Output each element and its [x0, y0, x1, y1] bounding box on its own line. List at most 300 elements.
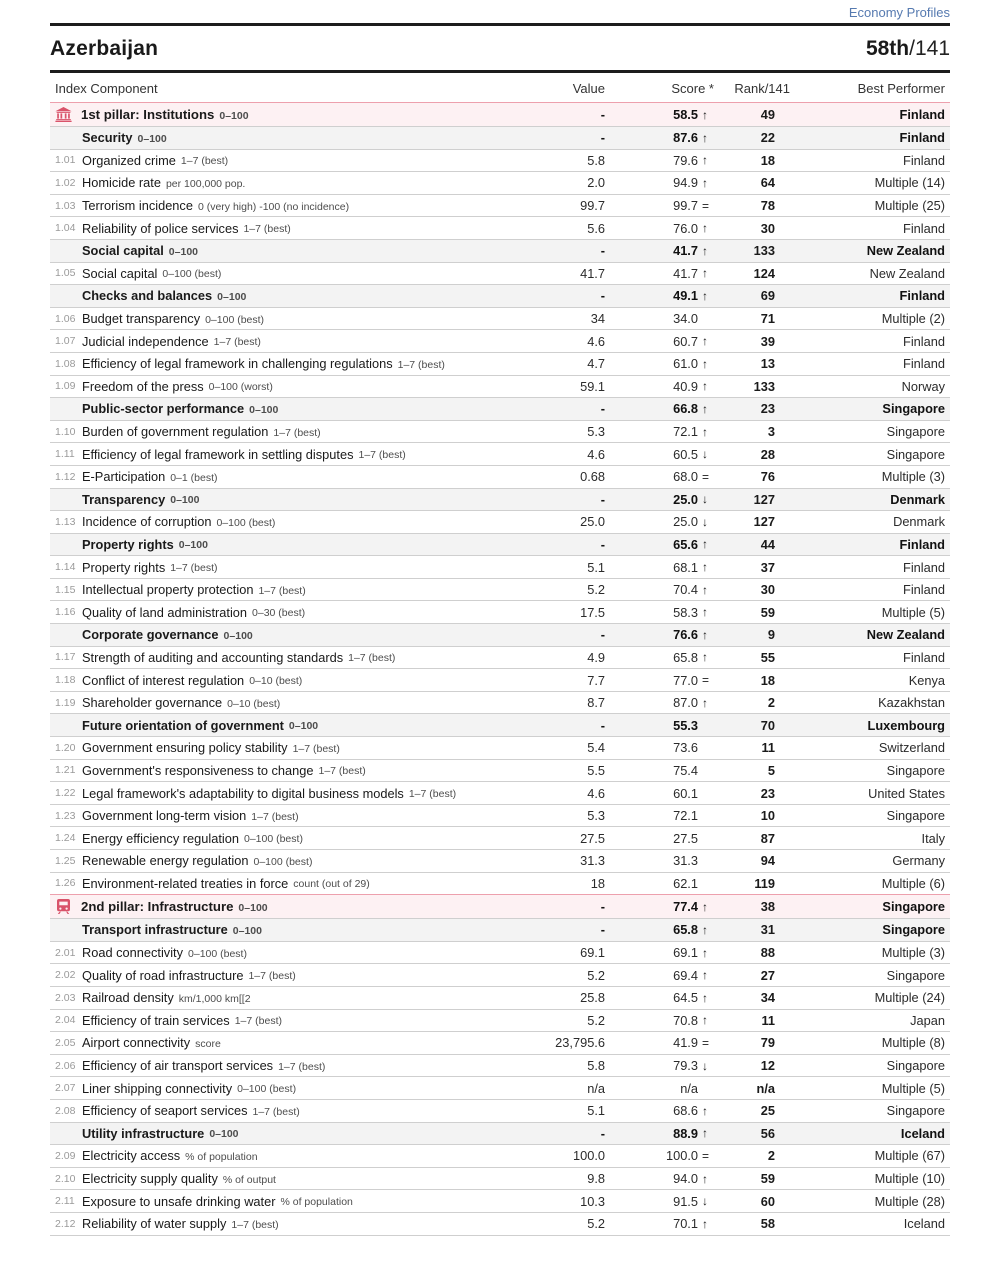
- row-label-cell: [55, 1216, 505, 1231]
- row-best-performer: Multiple (8): [881, 1035, 945, 1051]
- row-label-cell: [55, 175, 505, 190]
- row-rank: 27: [760, 967, 775, 983]
- row-label: Electricity access: [82, 1148, 181, 1164]
- row-best-performer: Luxembourg: [867, 717, 945, 733]
- row-score: 58.3: [673, 604, 698, 620]
- row-rank: 37: [760, 559, 775, 575]
- trend-arrow-icon: ↑: [702, 334, 708, 349]
- row-label: Burden of government regulation: [82, 424, 269, 440]
- row-label: Quality of road infrastructure: [82, 967, 244, 983]
- row-number: 1.09: [55, 380, 76, 393]
- row-label-cell: [55, 605, 505, 620]
- table-row: [50, 240, 950, 263]
- row-value: -: [600, 899, 605, 915]
- table-row: [50, 1190, 950, 1213]
- row-label: Exposure to unsafe drinking water: [82, 1193, 276, 1209]
- row-label-cell: [55, 401, 505, 416]
- row-unit: 0–100: [288, 720, 319, 733]
- row-value: n/a: [587, 1080, 605, 1096]
- row-score: 69.1: [673, 945, 698, 961]
- row-unit: 1–7 (best): [231, 1218, 279, 1231]
- trend-arrow-icon: ↑: [702, 401, 708, 416]
- row-label-cell: [55, 740, 505, 755]
- row-label-cell: [55, 198, 505, 213]
- row-label: 1st pillar: Institutions: [81, 107, 215, 122]
- row-value: 100.0: [572, 1148, 605, 1164]
- table-row: [50, 827, 950, 850]
- row-number: 1.07: [55, 335, 76, 348]
- trend-arrow-icon: ↑: [702, 356, 708, 371]
- row-unit: 0–100: [137, 132, 167, 145]
- row-unit: 0–100: [249, 403, 279, 416]
- row-rank: 124: [753, 265, 775, 281]
- row-value: 4.7: [587, 356, 605, 372]
- trend-arrow-icon: ↑: [702, 990, 708, 1005]
- row-value: -: [600, 1125, 605, 1141]
- table-row: [50, 534, 950, 557]
- row-label: Corporate governance: [82, 627, 219, 643]
- row-unit: 0–100: [219, 109, 249, 122]
- row-label: Energy efficiency regulation: [82, 830, 239, 846]
- row-rank: 34: [760, 990, 775, 1006]
- trend-arrow-icon: ↑: [702, 627, 708, 642]
- rank-total: /141: [909, 37, 950, 60]
- row-best-performer: Finland: [899, 107, 945, 122]
- row-label-cell: [55, 311, 505, 326]
- table-row: [50, 647, 950, 670]
- column-header-score: Score *: [671, 81, 714, 96]
- row-label: Government ensuring policy stability: [82, 740, 288, 756]
- row-rank: 2: [767, 1148, 775, 1164]
- row-number: 1.01: [55, 154, 76, 167]
- row-label-cell: [55, 356, 505, 371]
- row-number: 1.26: [55, 877, 76, 890]
- row-best-performer: Finland: [903, 356, 945, 372]
- column-header-best-performer: Best Performer: [857, 81, 945, 96]
- row-rank: 127: [753, 514, 775, 530]
- row-label: Organized crime: [82, 152, 176, 168]
- row-best-performer: Finland: [899, 536, 945, 552]
- row-value: 69.1: [580, 945, 605, 961]
- row-label-cell: [55, 1013, 505, 1028]
- row-rank: 70: [760, 717, 775, 733]
- row-number: 1.06: [55, 312, 76, 325]
- trend-arrow-icon: ↑: [702, 537, 708, 552]
- row-value: 5.4: [587, 740, 605, 756]
- row-best-performer: Multiple (6): [881, 875, 945, 891]
- row-value: -: [600, 922, 605, 938]
- row-rank: 78: [760, 198, 775, 214]
- row-rank: 23: [760, 401, 775, 417]
- row-label: Intellectual property protection: [82, 582, 254, 598]
- trend-arrow-icon: ↑: [702, 605, 708, 620]
- row-rank: 11: [761, 1012, 775, 1028]
- row-score: 88.9: [673, 1125, 698, 1141]
- row-number: 1.19: [55, 696, 76, 709]
- row-best-performer: Multiple (5): [881, 604, 945, 620]
- row-best-performer: Multiple (5): [881, 1080, 945, 1096]
- economy-profiles-link[interactable]: Economy Profiles: [848, 5, 950, 20]
- row-label: Conflict of interest regulation: [82, 672, 245, 688]
- row-score: 75.4: [673, 762, 698, 778]
- row-rank: 28: [760, 446, 775, 462]
- row-number: 1.14: [55, 561, 76, 574]
- row-rank: 69: [760, 288, 775, 304]
- row-unit: 0–30 (best): [252, 607, 306, 620]
- row-value: 4.6: [587, 333, 605, 349]
- row-label-cell: [55, 1148, 505, 1163]
- row-label: Transparency: [82, 491, 166, 507]
- row-unit: 1–7 (best): [251, 810, 299, 823]
- row-label: 2nd pillar: Infrastructure: [81, 899, 234, 915]
- row-score: 60.7: [673, 333, 698, 349]
- row-score: 41.7: [673, 265, 698, 281]
- row-rank: 64: [760, 175, 775, 191]
- row-rank: 79: [760, 1035, 775, 1051]
- row-number: 2.09: [55, 1149, 76, 1162]
- row-unit: 1–7 (best): [213, 336, 261, 349]
- row-score: 61.0: [673, 356, 698, 372]
- row-unit: 1–7 (best): [292, 742, 340, 755]
- row-score: 72.1: [673, 424, 698, 440]
- row-label-cell: [55, 1035, 505, 1050]
- column-header-value: Value: [572, 81, 605, 96]
- trend-arrow-icon: ↓: [702, 492, 708, 507]
- row-best-performer: Finland: [903, 559, 945, 575]
- table-row: [50, 308, 950, 331]
- row-rank: 133: [753, 243, 775, 259]
- row-value: 0.68: [580, 469, 605, 485]
- row-unit: 0–100 (best): [162, 268, 222, 281]
- table-row: [50, 1145, 950, 1168]
- row-score: 94.0: [673, 1171, 698, 1187]
- row-score: 31.3: [673, 853, 698, 869]
- row-label-cell: [55, 379, 505, 394]
- country-rank: [866, 37, 950, 61]
- row-label: Efficiency of seaport services: [82, 1103, 248, 1119]
- row-rank: 5: [767, 762, 775, 778]
- row-value: -: [600, 243, 605, 259]
- trend-arrow-icon: ↑: [702, 1171, 708, 1186]
- row-value: -: [600, 288, 605, 304]
- table-row: [50, 624, 950, 647]
- row-label: Transport infrastructure: [82, 922, 228, 938]
- row-label-cell: [55, 153, 505, 168]
- row-value: -: [600, 130, 605, 146]
- row-rank: 11: [761, 740, 775, 756]
- title-row: [50, 26, 950, 70]
- row-value: 5.2: [587, 1216, 605, 1232]
- column-header-index-component: Index Component: [55, 81, 158, 96]
- row-best-performer: New Zealand: [866, 243, 945, 259]
- row-best-performer: Finland: [903, 220, 945, 236]
- row-number: 1.13: [55, 515, 76, 528]
- row-label-cell: [55, 1058, 505, 1073]
- row-unit: count (out of 29): [293, 878, 370, 891]
- row-label-cell: [55, 673, 505, 688]
- row-value: 5.2: [587, 967, 605, 983]
- row-score: 73.6: [673, 740, 698, 756]
- row-value: 5.2: [587, 1012, 605, 1028]
- row-unit: 0–100 (best): [216, 516, 276, 529]
- row-number: 1.05: [55, 267, 76, 280]
- row-score: 69.4: [673, 967, 698, 983]
- row-value: 17.5: [580, 604, 605, 620]
- row-unit: score: [195, 1037, 221, 1050]
- row-label: Road connectivity: [82, 945, 184, 961]
- row-number: 1.20: [55, 741, 76, 754]
- row-label: Freedom of the press: [82, 378, 204, 394]
- row-unit: 0–100: [178, 539, 208, 552]
- row-value: 5.3: [587, 808, 605, 824]
- row-score: 41.9: [673, 1035, 698, 1051]
- row-score: 55.3: [673, 717, 698, 733]
- table-row: [50, 285, 950, 308]
- row-score: 25.0: [673, 491, 698, 507]
- row-best-performer: Singapore: [886, 1103, 945, 1119]
- row-score: 76.6: [673, 627, 698, 643]
- row-rank: 30: [760, 220, 775, 236]
- trend-arrow-icon: =: [702, 673, 710, 688]
- row-best-performer: Denmark: [890, 491, 945, 507]
- row-value: 27.5: [580, 830, 605, 846]
- row-label: Homicide rate: [82, 175, 161, 191]
- row-unit: 1–7 (best): [318, 765, 366, 778]
- row-rank: 44: [760, 536, 775, 552]
- row-rank: 23: [760, 785, 775, 801]
- trend-arrow-icon: ↑: [702, 107, 708, 122]
- row-score: 60.5: [673, 446, 698, 462]
- row-best-performer: Finland: [899, 130, 945, 146]
- row-value: 8.7: [587, 695, 605, 711]
- row-label-cell: [55, 266, 505, 281]
- row-best-performer: Multiple (25): [874, 198, 945, 214]
- row-score: 65.8: [673, 922, 698, 938]
- trend-arrow-icon: ↑: [702, 153, 708, 168]
- trend-arrow-icon: ↓: [702, 447, 708, 462]
- row-unit: 1–7 (best): [397, 358, 445, 371]
- table-row: [50, 987, 950, 1010]
- row-label-cell: [55, 786, 505, 801]
- trend-arrow-icon: ↑: [702, 379, 708, 394]
- table-row: [50, 1010, 950, 1033]
- train-icon: [55, 899, 72, 914]
- row-best-performer: Denmark: [893, 514, 945, 530]
- row-score: 91.5: [673, 1193, 698, 1209]
- row-label: Social capital: [82, 243, 164, 259]
- row-score: 76.0: [673, 220, 698, 236]
- table-row: [50, 919, 950, 942]
- trend-arrow-icon: ↑: [702, 175, 708, 190]
- row-number: 1.10: [55, 425, 76, 438]
- row-score: 100.0: [665, 1148, 698, 1164]
- row-unit: 1–7 (best): [408, 788, 457, 801]
- row-rank: 133: [753, 378, 775, 394]
- trend-arrow-icon: =: [702, 1148, 710, 1163]
- row-label-cell: [55, 447, 505, 462]
- row-unit: 1–7 (best): [348, 652, 396, 665]
- trend-arrow-icon: ↑: [702, 1216, 708, 1231]
- table-row: [50, 1077, 950, 1100]
- row-rank: 59: [760, 604, 775, 620]
- row-score: 40.9: [673, 378, 698, 394]
- row-label: Renewable energy regulation: [82, 853, 249, 869]
- row-best-performer: Finland: [903, 152, 945, 168]
- row-number: 1.04: [55, 222, 76, 235]
- row-unit: 0–100 (best): [237, 1083, 297, 1096]
- row-unit: 1–7 (best): [358, 449, 406, 462]
- trend-arrow-icon: =: [702, 1035, 710, 1050]
- row-unit: 1–7 (best): [170, 562, 218, 575]
- row-unit: 1–7 (best): [248, 970, 296, 983]
- row-rank: 58: [760, 1216, 775, 1232]
- row-label-cell: [55, 492, 505, 507]
- table-row: [50, 942, 950, 965]
- row-score: 34.0: [673, 311, 698, 327]
- row-label-cell: [55, 1171, 505, 1186]
- row-label: Property rights: [82, 559, 166, 575]
- column-header-rank: Rank/141: [734, 81, 790, 96]
- table-column-headers: [50, 73, 950, 103]
- trend-arrow-icon: ↑: [702, 1126, 708, 1141]
- row-best-performer: Singapore: [882, 922, 945, 938]
- row-value: 25.0: [580, 514, 605, 530]
- row-rank: 31: [760, 922, 775, 938]
- row-label-cell: [55, 808, 505, 823]
- row-best-performer: New Zealand: [866, 627, 945, 643]
- trend-arrow-icon: ↓: [702, 1058, 708, 1073]
- row-unit: 1–7 (best): [273, 426, 321, 439]
- row-score: 77.0: [673, 672, 698, 688]
- table-row: [50, 692, 950, 715]
- trend-arrow-icon: ↑: [702, 695, 708, 710]
- row-best-performer: Singapore: [886, 808, 945, 824]
- row-best-performer: Norway: [901, 378, 945, 394]
- trend-arrow-icon: ↑: [702, 243, 708, 258]
- table-row: [50, 217, 950, 240]
- row-unit: 0–100: [232, 924, 262, 937]
- row-label: Future orientation of government: [82, 717, 284, 733]
- row-label: Utility infrastructure: [82, 1125, 205, 1141]
- row-score: 87.0: [673, 695, 698, 711]
- row-unit: 0–100: [238, 901, 268, 914]
- row-label-cell: [55, 831, 505, 846]
- row-value: -: [600, 107, 605, 122]
- row-unit: 0–100 (best): [243, 833, 303, 846]
- row-unit: 0–100 (best): [188, 947, 247, 960]
- row-number: 1.15: [55, 583, 76, 596]
- row-score: 70.8: [673, 1012, 698, 1028]
- row-value: 5.6: [587, 220, 605, 236]
- row-unit: per 100,000 pop.: [165, 177, 246, 190]
- row-label-cell: [55, 288, 505, 303]
- row-label: Reliability of police services: [82, 220, 239, 236]
- table-row: [50, 511, 950, 534]
- row-value: -: [600, 717, 605, 733]
- table-row: [50, 1168, 950, 1191]
- row-label-cell: [55, 650, 505, 665]
- table-row: [50, 102, 950, 127]
- row-unit: 1–7 (best): [252, 1105, 300, 1118]
- row-best-performer: Multiple (67): [874, 1148, 945, 1164]
- trend-arrow-icon: ↑: [702, 1103, 708, 1118]
- row-value: -: [600, 536, 605, 552]
- row-label: Shareholder governance: [82, 695, 223, 711]
- trend-arrow-icon: ↑: [702, 899, 708, 914]
- row-score: 60.1: [673, 785, 698, 801]
- table-row: [50, 579, 950, 602]
- row-value: 5.2: [587, 582, 605, 598]
- row-label-cell: [55, 221, 505, 236]
- row-label-cell: [55, 130, 505, 145]
- row-unit: 0–100 (best): [253, 855, 313, 868]
- row-rank: 55: [760, 649, 775, 665]
- row-best-performer: Finland: [903, 582, 945, 598]
- row-rank: 76: [760, 469, 775, 485]
- row-label-cell: [55, 514, 505, 529]
- row-score: 68.1: [673, 559, 698, 575]
- trend-arrow-icon: ↑: [702, 968, 708, 983]
- row-rank: 22: [760, 130, 775, 146]
- row-number: 1.11: [55, 448, 75, 461]
- row-number: 2.11: [55, 1195, 75, 1208]
- row-label-cell: [55, 1081, 505, 1096]
- row-number: 1.02: [55, 176, 76, 189]
- row-number: 2.04: [55, 1014, 76, 1027]
- trend-arrow-icon: ↑: [702, 922, 708, 937]
- row-value: 4.6: [587, 785, 605, 801]
- row-unit: 0 (very high) -100 (no incidence): [197, 200, 350, 213]
- row-rank: 3: [767, 424, 775, 440]
- table-row: [50, 1213, 950, 1236]
- table-row: [50, 714, 950, 737]
- table-row: [50, 195, 950, 218]
- page-title: Azerbaijan: [50, 37, 159, 60]
- row-best-performer: Singapore: [886, 446, 945, 462]
- row-best-performer: Multiple (3): [881, 469, 945, 485]
- row-label-cell: [55, 107, 505, 122]
- row-value: 59.1: [580, 378, 605, 394]
- row-label: Terrorism incidence: [82, 198, 193, 214]
- row-unit: 0–100: [217, 290, 247, 303]
- row-rank: 38: [760, 899, 775, 915]
- row-rank: 18: [760, 152, 775, 168]
- table-row: [50, 964, 950, 987]
- row-number: 1.25: [55, 854, 76, 867]
- row-number: 1.24: [55, 832, 76, 845]
- row-value: 9.8: [587, 1171, 605, 1187]
- row-rank: 60: [760, 1193, 775, 1209]
- row-best-performer: Kazakhstan: [878, 695, 945, 711]
- row-label: Judicial independence: [82, 333, 209, 349]
- row-unit: 1–7 (best): [234, 1015, 282, 1028]
- row-value: 4.9: [587, 649, 605, 665]
- row-best-performer: Japan: [910, 1012, 945, 1028]
- row-number: 2.12: [55, 1217, 76, 1230]
- table-row: [50, 894, 950, 919]
- row-score: 25.0: [673, 514, 698, 530]
- row-number: 2.07: [55, 1082, 76, 1095]
- table-row: [50, 172, 950, 195]
- row-rank: 39: [760, 333, 775, 349]
- row-score: 58.5: [673, 107, 698, 122]
- row-rank: 87: [760, 830, 775, 846]
- row-number: 1.23: [55, 809, 76, 822]
- row-score: 70.4: [673, 582, 698, 598]
- row-label: Incidence of corruption: [82, 514, 212, 530]
- row-label: Airport connectivity: [82, 1035, 191, 1051]
- table-row: [50, 601, 950, 624]
